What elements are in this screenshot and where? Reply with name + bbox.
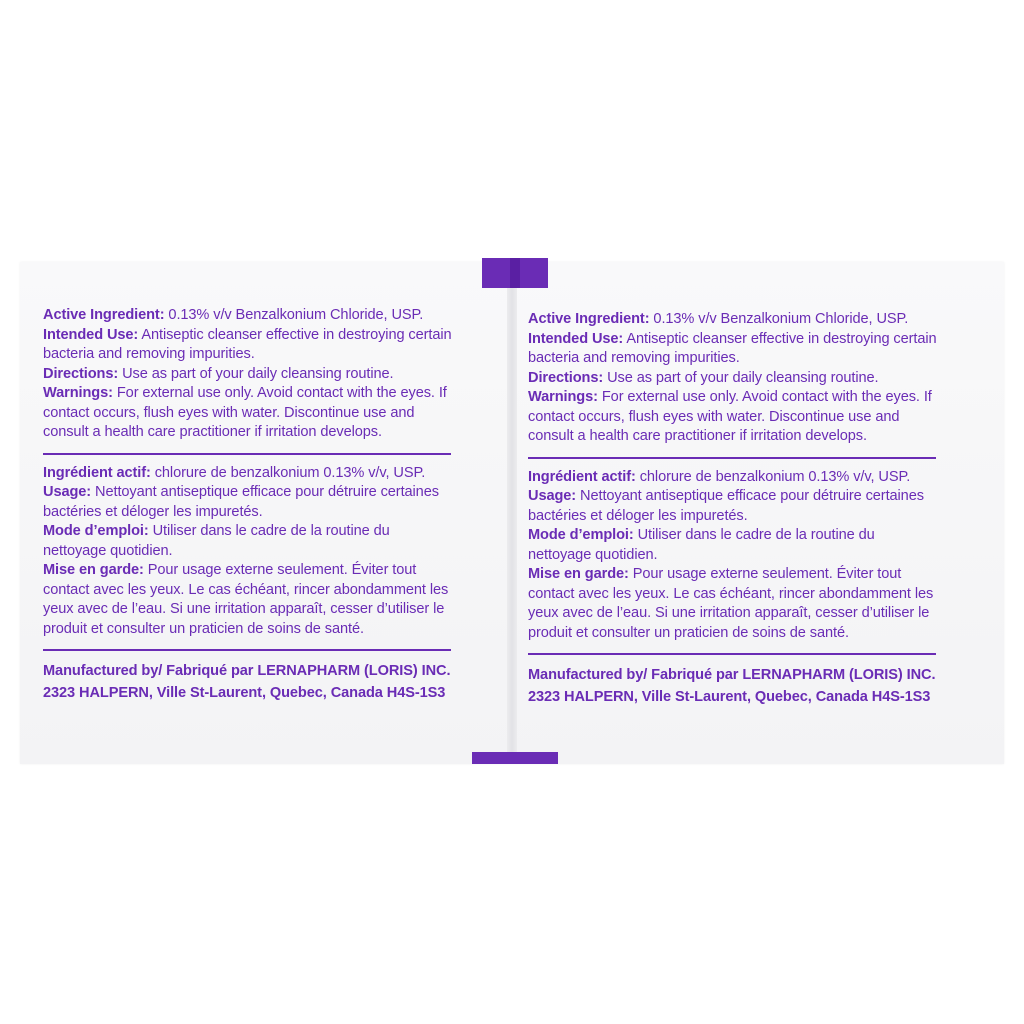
french-active: Ingrédient actif: chlorure de benzalkonium 0.13% v/v, USP. (43, 464, 426, 481)
divider (528, 653, 936, 655)
english-warnings: Warnings: For external use only. Avoid contact with the eyes. If contact occurs, flush eyes with water. Discontinue use and consult a health care practitioner if irritation develops. (528, 389, 932, 444)
english-warnings: Warnings: For external use only. Avoid contact with the eyes. If contact occurs, flush eyes with water. Discontinue use and consult a health care practitioner if irritation develops. (43, 385, 447, 440)
packet-seam (507, 262, 517, 764)
divider (43, 453, 451, 455)
french-active: Ingrédient actif: chlorure de benzalkonium 0.13% v/v, USP. (528, 468, 911, 485)
divider (528, 457, 936, 459)
english-use: Intended Use: Antiseptic cleanser effective in destroying certain bacteria and removing impurities. (43, 326, 452, 362)
english-use: Intended Use: Antiseptic cleanser effective in destroying certain bacteria and removing impurities. (528, 330, 937, 366)
english-directions: Directions: Use as part of your daily cleansing routine. (528, 369, 879, 386)
french-warnings: Mise en garde: Pour usage externe seulement. Éviter tout contact avec les yeux. Le cas échéant, rincer abondamment les yeux avec de l’eau. Si une irritation apparaît, cesser d’utiliser le produit et consulter un praticien de soins de santé. (43, 562, 449, 637)
french-directions: Mode d’emploi: Utiliser dans le cadre de la routine du nettoyage quotidien. (43, 523, 390, 559)
french-warnings: Mise en garde: Pour usage externe seulement. Éviter tout contact avec les yeux. Le cas échéant, rincer abondamment les yeux avec de l’eau. Si une irritation apparaît, cesser d’utiliser le produit et consulter un praticien de soins de santé. (528, 566, 934, 641)
divider (43, 649, 451, 651)
french-directions: Mode d’emploi: Utiliser dans le cadre de la routine du nettoyage quotidien. (528, 527, 875, 563)
french-use: Usage: Nettoyant antiseptique efficace pour détruire certaines bactéries et déloger les impuretés. (43, 484, 439, 520)
manufacturer-line-1: Manufactured by/ Fabriqué par LERNAPHARM (LORIS) INC. (43, 663, 451, 679)
english-active: Active Ingredient: 0.13% v/v Benzalkonium Chloride, USP. (528, 311, 909, 327)
manufacturer-line-2: 2323 HALPERN, Ville St-Laurent, Quebec, Canada H4S-1S3 (528, 689, 931, 705)
english-active: Active Ingredient: 0.13% v/v Benzalkonium Chloride, USP. (43, 307, 424, 323)
french-use: Usage: Nettoyant antiseptique efficace pour détruire certaines bactéries et déloger les impuretés. (528, 488, 924, 524)
label-panel-right (528, 310, 938, 708)
label-panel-left (43, 306, 453, 704)
english-directions: Directions: Use as part of your daily cleansing routine. (43, 365, 394, 382)
packet-bottom-tab (472, 752, 558, 764)
manufacturer-line-2: 2323 HALPERN, Ville St-Laurent, Quebec, Canada H4S-1S3 (43, 685, 446, 701)
manufacturer-line-1: Manufactured by/ Fabriqué par LERNAPHARM (LORIS) INC. (528, 667, 936, 683)
packet-top-tab (482, 258, 548, 288)
